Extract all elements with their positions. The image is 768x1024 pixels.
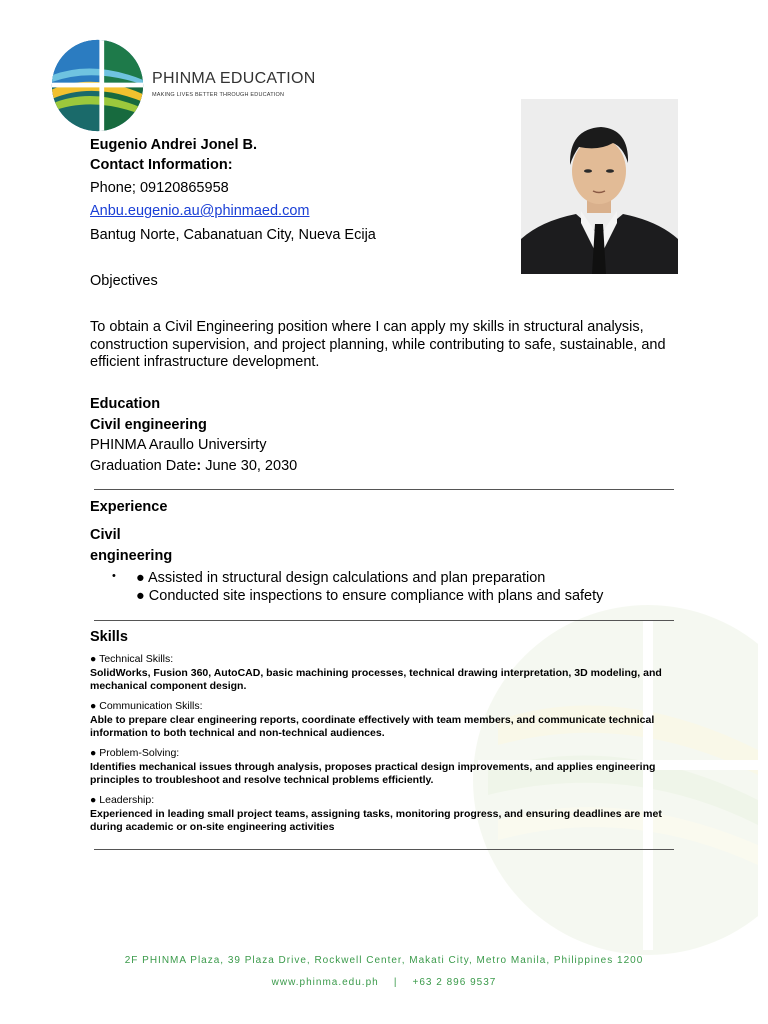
phinma-logo-icon: [50, 38, 145, 133]
skill-item: [90, 747, 680, 788]
contact-heading: Contact Information:: [90, 157, 233, 173]
brand-name: PHINMA EDUCATION: [152, 70, 316, 87]
graduation-date: [90, 458, 297, 475]
list-bullet: •: [112, 570, 116, 582]
skill-label: ● Communication Skills:: [90, 700, 203, 712]
footer-contact: www.phinma.edu.ph | +63 2 896 9537: [271, 977, 497, 988]
candidate-name: Eugenio Andrei Jonel B.: [90, 137, 258, 153]
skill-item: [90, 700, 680, 741]
skill-text: SolidWorks, Fusion 360, AutoCAD, basic machining processes, technical drawing interpretation, 3D modeling, and mechanical component design.: [90, 666, 662, 692]
divider: [94, 849, 674, 850]
divider: [94, 620, 674, 621]
profile-photo: [521, 99, 678, 274]
graduation-colon: :: [196, 458, 202, 474]
divider: [94, 489, 674, 490]
experience-title-line2: engineering: [90, 548, 173, 564]
education-degree: Civil engineering: [90, 417, 207, 433]
address: Bantug Norte, Cabanatuan City, Nueva Ecija: [90, 227, 376, 243]
experience-title-line1: Civil: [90, 527, 121, 543]
skill-text: Experienced in leading small project teams, assigning tasks, monitoring progress, and ensuring deadlines are met during academic or on-site engineering activities: [90, 807, 662, 833]
experience-item: ● Assisted in structural design calculations and plan preparation: [136, 570, 546, 586]
skill-label: ● Technical Skills:: [90, 653, 174, 665]
footer-address: 2F PHINMA Plaza, 39 Plaza Drive, Rockwell Center, Makati City, Metro Manila, Philippines 1200: [124, 955, 644, 966]
skill-text: Identifies mechanical issues through analysis, proposes practical design improvements, and applies engineering principles to troubleshoot and resolve technical problems efficiently.: [90, 760, 656, 786]
skill-item: [90, 653, 680, 694]
experience-item: ● Conducted site inspections to ensure compliance with plans and safety: [136, 588, 604, 604]
phone-number: Phone; 09120865958: [90, 180, 229, 196]
email-link[interactable]: Anbu.eugenio.au@phinmaed.com: [90, 203, 310, 219]
skill-label: ● Problem-Solving:: [90, 747, 180, 759]
graduation-value: June 30, 2030: [201, 458, 298, 474]
skill-text: Able to prepare clear engineering reports, coordinate effectively with team members, and communicate technical information to both technical and non-technical audiences.: [90, 713, 655, 739]
education-heading: Education: [90, 396, 161, 412]
skill-label: ● Leadership:: [90, 794, 155, 806]
skill-item: [90, 794, 680, 835]
experience-heading: Experience: [90, 499, 168, 515]
graduation-label: Graduation Date: [90, 458, 197, 474]
objectives-text: To obtain a Civil Engineering position where I can apply my skills in structural analysis, construction supervision, and project planning, while contributing to safe, sustainable, and efficient infrastructure development.: [90, 319, 666, 370]
objectives-heading: Objectives: [90, 273, 158, 289]
brand-tagline: MAKING LIVES BETTER THROUGH EDUCATION: [152, 92, 285, 98]
education-school: PHINMA Araullo Universirty: [90, 437, 267, 453]
skills-heading: Skills: [90, 629, 128, 645]
